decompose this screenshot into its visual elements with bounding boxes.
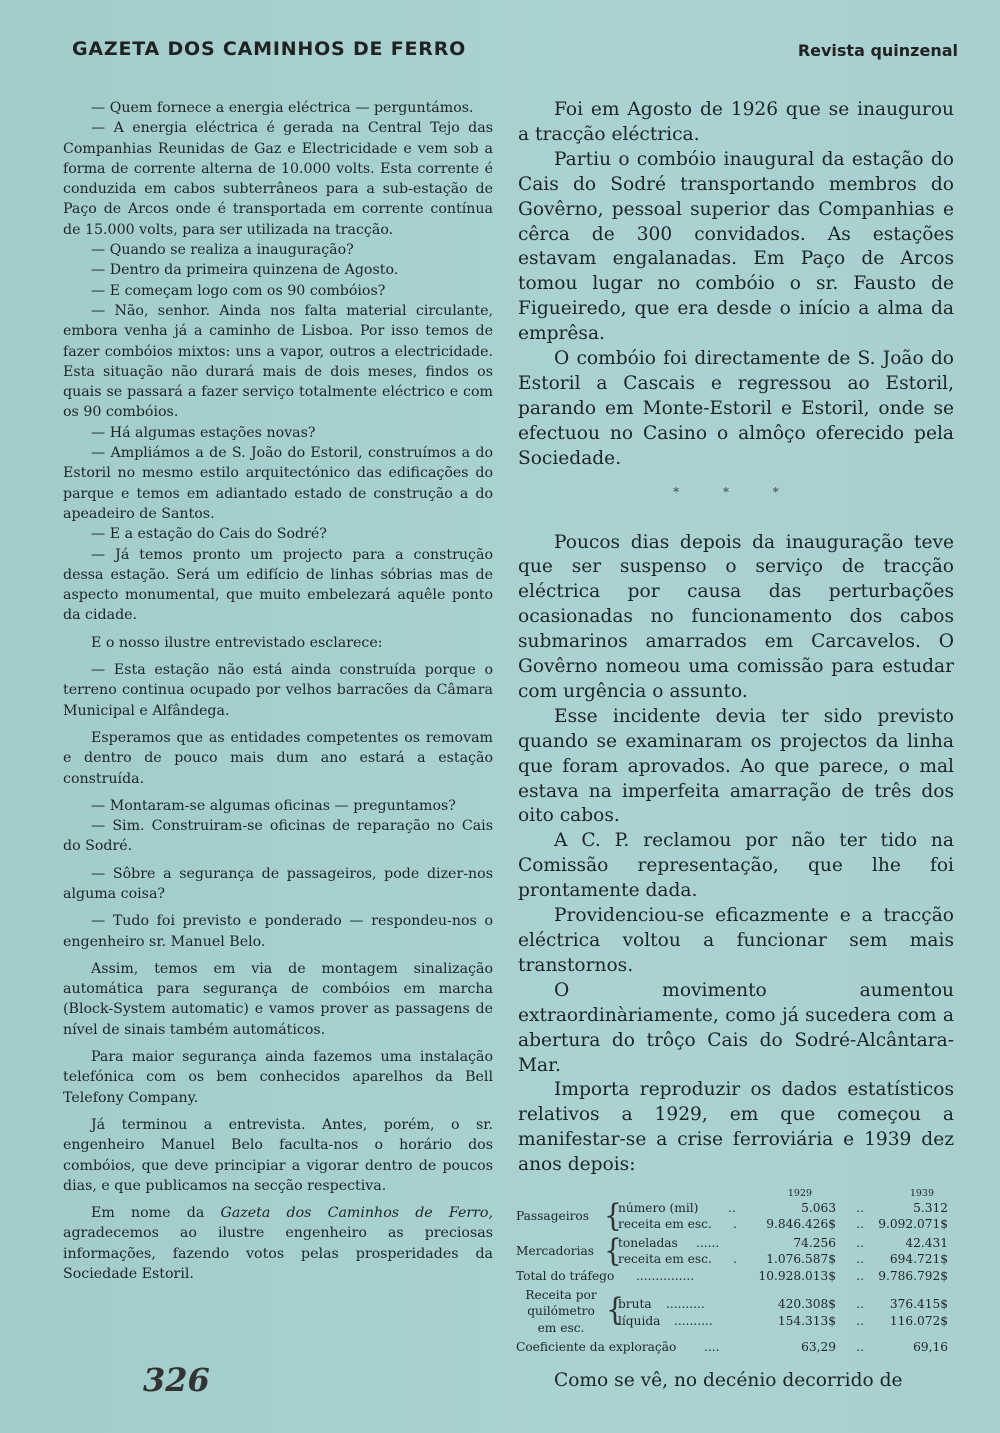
separator-dots: .. <box>856 1252 864 1267</box>
magazine-subtitle: Revista quinzenal <box>797 41 958 60</box>
paragraph: — Ampliámos a de S. João do Estoril, construímos a do Estoril no mesmo estilo arquitectónico das edificações do parque e temos em adiantado estado de construção a do apeadeiro de Santos. <box>63 445 493 522</box>
paragraph: — A energia eléctrica é gerada na Central Tejo das Companhias Reunidas de Gaz e Electricidade e vem sob a forma de corrente alterna de 10.000 volts. Esta corrente é conduzida em cabos subterrâneos para a sub-estação de Paço de Arcos onde é transportada em corrente contínua de 15.000 volts, para ser utilizada na tracção. <box>63 120 493 238</box>
brace-icon: { <box>604 1232 622 1269</box>
table-row <box>516 1235 956 1252</box>
paragraph: — Esta estação não está ainda construída porque o terreno continua ocupado por velhos barracões da Câmara Municipal e Alfândega. <box>63 662 493 719</box>
paragraph: A C. P. reclamou por não ter tido na Comissão representação, que lhe foi prontamente dada. <box>518 830 954 902</box>
publication-name: Gazeta dos Caminhos de Ferro, <box>220 1205 493 1222</box>
separator-dots: .. <box>856 1313 864 1328</box>
label-line: em esc. <box>537 1320 585 1335</box>
label-line: quilómetro <box>527 1304 595 1319</box>
year-header-row <box>516 1186 956 1200</box>
value-1939: 9.092.071$ <box>878 1217 948 1232</box>
row-label: Coeficiente da exploração <box>516 1339 677 1354</box>
row-label: toneladas <box>618 1236 678 1251</box>
value-1939: 694.721$ <box>889 1252 948 1267</box>
separator-dots: .. <box>856 1236 864 1251</box>
text: Em nome da <box>91 1205 221 1222</box>
row-label: bruta <box>618 1296 652 1311</box>
page-number: 326 <box>143 1361 210 1399</box>
paragraph: — Sim. Construiram-se oficinas de reparação no Cais do Sodré. <box>63 818 493 855</box>
paragraph: — Quem fornece a energia eléctrica — perguntámos. <box>91 100 474 116</box>
separator-dots: .. <box>856 1339 864 1354</box>
paragraph: — Montaram-se algumas oficinas — preguntamos? <box>91 797 456 814</box>
table-row <box>516 1251 956 1268</box>
paragraph: — Sôbre a segurança de passageiros, pode dizer-nos alguma coisa? <box>63 865 493 902</box>
value-1939: 42.431 <box>905 1236 948 1251</box>
paragraph: Esperamos que as entidades competentes os removam e dentro de pouco mais dum ano estará a estação construída. <box>63 729 493 787</box>
value-1929: 63,29 <box>801 1339 836 1354</box>
paragraph: — Quando se realiza a inauguração? <box>91 242 354 259</box>
paragraph: Esse incidente devia ter sido previsto quando se examinaram os projectos da linha que foram aprovados. Ao que parece, o mal estava na imperfeita amarração de três dos oito cabos. <box>518 705 954 827</box>
separator-dots: .. <box>856 1296 864 1311</box>
coeficiente-row <box>516 1339 956 1356</box>
brace-icon: { <box>606 1290 624 1328</box>
separator-dots: .. <box>856 1217 864 1232</box>
leader-dots: . <box>733 1252 737 1267</box>
value-1929: 1.076.587$ <box>766 1252 836 1267</box>
section-separator: * * * <box>673 484 799 499</box>
paragraph: Já terminou a entrevista. Antes, porém, o sr. engenheiro Manuel Belo faculta-nos o horário dos combóios, que deve principiar a vigorar dentro de poucos dias, e que publicamos na secção respectiva. <box>63 1116 493 1194</box>
year-1939: 1939 <box>909 1188 934 1200</box>
paragraph: Providenciou-se eficazmente e a tracção eléctrica voltou a funcionar sem mais transtornos. <box>518 905 954 976</box>
paragraph: E o nosso ilustre entrevistado esclarece: <box>91 634 383 651</box>
paragraph: Foi em Agosto de 1926 que se inaugurou a tracção eléctrica. <box>518 99 954 145</box>
leader-dots: .......... <box>674 1313 713 1328</box>
paragraph: O combóio foi directamente de S. João do Estoril a Cascais e regressou ao Estoril, parando em Monte-Estoril e Estoril, onde se efectuou no Casino o almôço oferecido pela Sociedade. <box>518 348 954 469</box>
paragraph: Poucos dias depois da inauguração teve que ser suspenso o serviço de tracção eléctrica por causa das perturbações ocasionadas no funcionamento dos cabos submarinos amarrados em Carcavelos. O Govêrno nomeou uma comissão para estudar com urgência o assunto. <box>518 531 954 702</box>
paragraph: — Já temos pronto um projecto para a construção dessa estação. Será um edifício de linhas sóbrias mas de aspecto monumental, que muito embelezará aquêle ponto da cidade. <box>63 546 493 624</box>
table-row <box>516 1200 956 1217</box>
value-1939: 376.415$ <box>889 1296 948 1311</box>
leader-dots: .. <box>728 1201 736 1216</box>
closing-paragraph <box>63 1203 493 1284</box>
paragraph: — Há algumas estações novas? <box>91 424 316 441</box>
row-label: número (mil) <box>618 1201 699 1216</box>
leader-dots: .... <box>704 1339 720 1354</box>
value-1929: 10.928.013$ <box>758 1269 836 1284</box>
paragraph: Para maior segurança ainda fazemos uma instalação telefónica com os bem conhecidos aparelhos da Bell Telefony Company. <box>63 1049 493 1106</box>
text: agradecemos ao ilustre engenheiro as preciosas informações, fazendo votos pelas prosperidades da Sociedade Estoril. <box>63 1225 493 1283</box>
statistics-table <box>516 1186 956 1355</box>
value-1929: 5.063 <box>801 1201 836 1216</box>
year-1929: 1929 <box>787 1188 812 1200</box>
value-1929: 420.308$ <box>777 1296 836 1311</box>
value-1939: 69,16 <box>913 1339 948 1354</box>
table-row <box>516 1313 956 1330</box>
paragraph: — Não, senhor. Ainda nos falta material circulante, embora venha já a caminho de Lisboa. Por isso temos de fazer combóios mixtos: uns a vapor, outros a electricidade. Esta situação não durará mais de dois meses, findos os quais se passará a fazer serviço totalmente eléctrico e com os 90 combóios. <box>63 302 493 421</box>
paragraph: — Dentro da primeira quinzena de Agosto. <box>91 262 399 279</box>
paragraph: O movimento aumentou extraordinàriamente, como já sucedera com a abertura do trôço Cais do Sodré-Alcântara-Mar. <box>518 979 954 1076</box>
receita-group <box>516 1287 956 1339</box>
paragraph: — Tudo foi previsto e ponderado — respondeu-nos o engenheiro sr. Manuel Belo. <box>63 913 493 950</box>
value-1939: 116.072$ <box>889 1313 948 1328</box>
value-1939: 5.312 <box>913 1201 948 1216</box>
paragraph: Como se vê, no decénio decorrido de <box>554 1370 903 1392</box>
separator-dots: .. <box>856 1201 864 1216</box>
paragraph: Importa reproduzir os dados estatísticos relativos a 1929, em que começou a manifestar-se a crise ferroviária e 1939 dez anos depois: <box>518 1079 954 1176</box>
paragraph: — E a estação do Cais do Sodré? <box>91 526 327 543</box>
label-line: Receita por <box>525 1287 597 1302</box>
row-label: Total do tráfego <box>516 1269 615 1284</box>
value-1929: 74.256 <box>793 1236 836 1251</box>
leader-dots: ...... <box>696 1236 720 1251</box>
table-row <box>516 1296 956 1313</box>
separator-dots: .. <box>856 1269 864 1284</box>
row-label: receita em esc. <box>618 1217 712 1232</box>
brace-icon: { <box>604 1197 622 1234</box>
paragraph: Partiu o combóio inaugural da estação do Cais do Sodré transportando membros do Govêrno, pessoal superior das Companhias e cêrca de 300 convidados. As estações estavam engalanadas. Em Paço de Arcos tomou lugar no combóio o sr. Fausto de Figueiredo, que era desde o início a alma da emprêsa. <box>518 148 954 345</box>
row-label: líquida <box>618 1313 661 1328</box>
passageiros-group <box>516 1197 956 1234</box>
leader-dots: .......... <box>666 1296 705 1311</box>
table-row <box>516 1216 956 1233</box>
right-column <box>518 98 954 1394</box>
leader-dots: . <box>733 1217 737 1232</box>
value-1929: 9.846.426$ <box>766 1217 836 1232</box>
total-row <box>516 1268 956 1285</box>
leader-dots: ............... <box>636 1269 695 1284</box>
value-1929: 154.313$ <box>777 1313 836 1328</box>
paragraph: Assim, temos em via de montagem sinalização automática para segurança de combóios em marcha (Block-System automatic) e vamos prover as passagens de nível de sinais também automáticos. <box>63 960 493 1038</box>
magazine-title: GAZETA DOS CAMINHOS DE FERRO <box>72 38 467 60</box>
group-label: Passageiros <box>516 1209 590 1224</box>
value-1939: 9.786.792$ <box>878 1269 948 1284</box>
group-label: Mercadorias <box>516 1244 594 1259</box>
row-label: receita em esc. <box>618 1252 712 1267</box>
mercadorias-group <box>516 1232 956 1269</box>
left-column <box>63 98 493 1284</box>
paragraph: — E começam logo com os 90 combóios? <box>91 282 386 299</box>
